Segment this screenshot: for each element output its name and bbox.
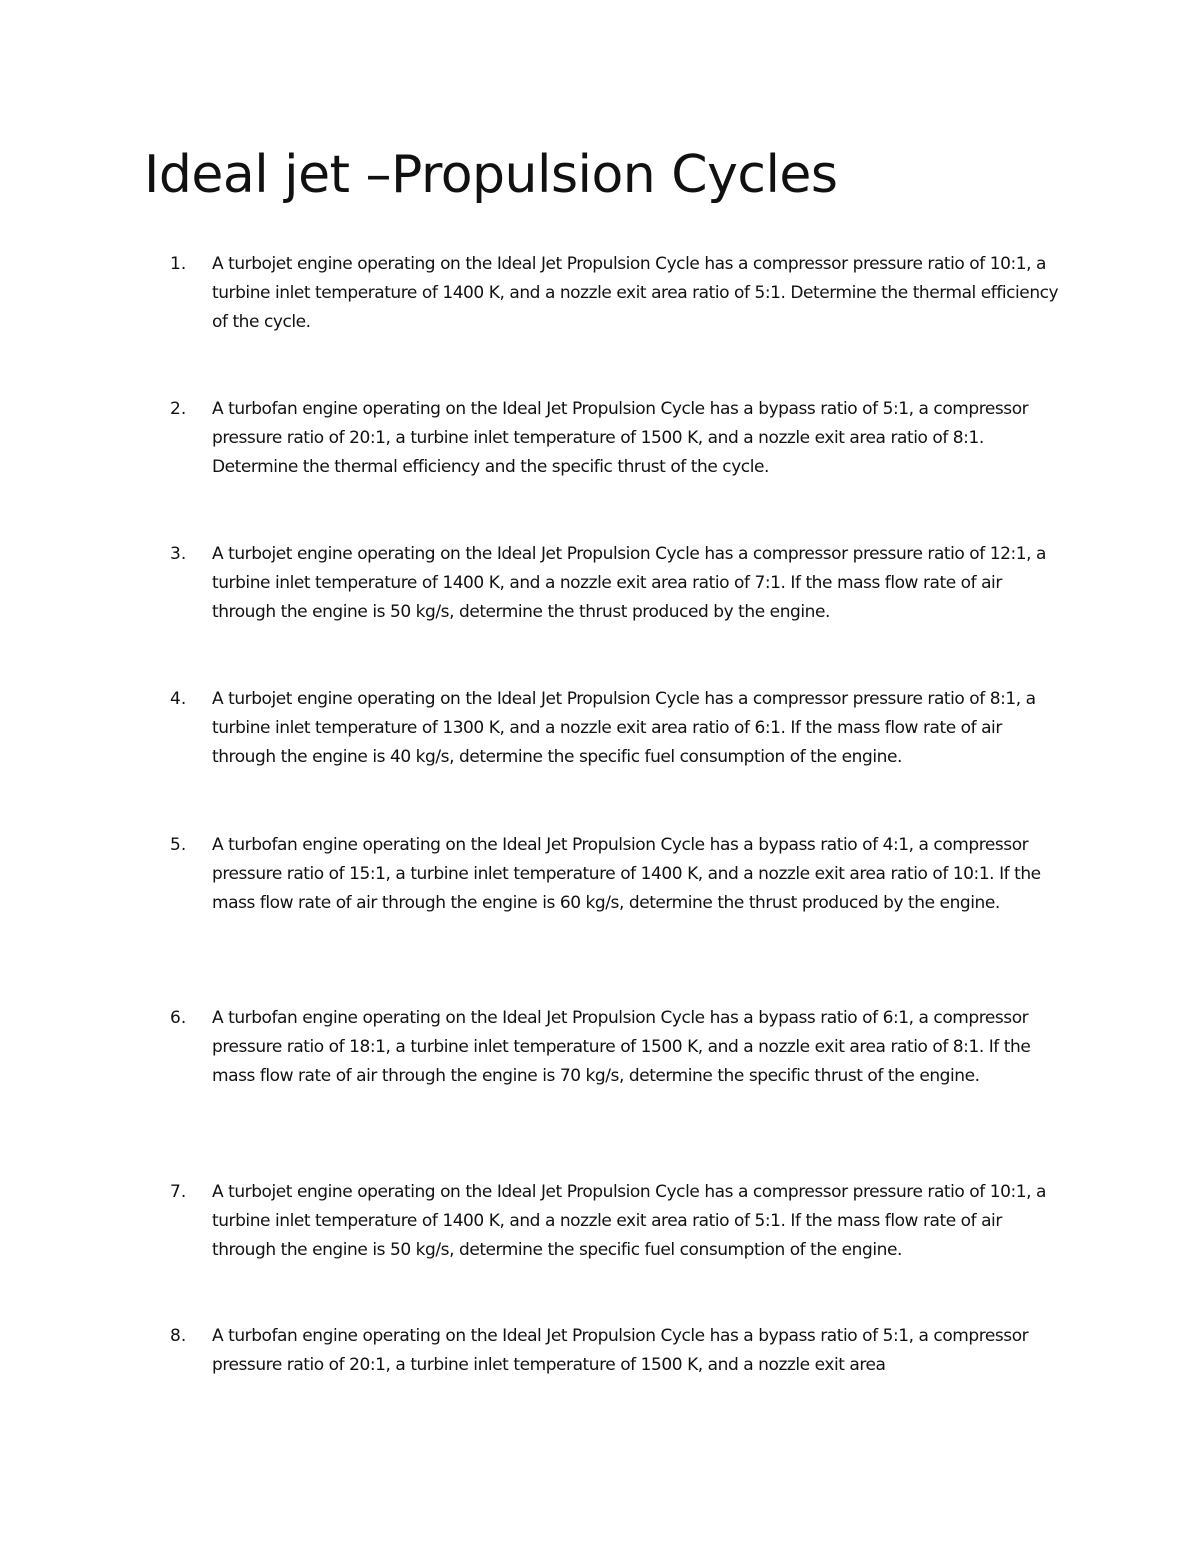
question-text: A turbojet engine operating on the Ideal Jet Propulsion Cycle has a compressor pressure ratio of 12:1, a turbine inlet temperature of 1400 K, and a nozzle exit area ratio of 7:1. If the mass flow rate of air through the engine is 50 kg/s, determine the thrust produced by the engine.	[212, 544, 1046, 622]
question-number: 2.	[170, 399, 187, 419]
question-text: A turbofan engine operating on the Ideal Jet Propulsion Cycle has a bypass ratio of 5:1, a compressor pressure ratio of 20:1, a turbine inlet temperature of 1500 K, and a nozzle exit area ratio of 8:1. Determine the thermal efficiency and the specific thrust of the cycle.	[212, 399, 1029, 477]
question-text: A turbojet engine operating on the Ideal Jet Propulsion Cycle has a compressor pressure ratio of 8:1, a turbine inlet temperature of 1300 K, and a nozzle exit area ratio of 6:1. If the mass flow rate of air through the engine is 40 kg/s, determine the specific fuel consumption of the engine.	[212, 689, 1036, 767]
question-text: A turbojet engine operating on the Ideal Jet Propulsion Cycle has a compressor pressure ratio of 10:1, a turbine inlet temperature of 1400 K, and a nozzle exit area ratio of 5:1. Determine the thermal efficiency of the cycle.	[212, 254, 1059, 332]
question-text: A turbofan engine operating on the Ideal Jet Propulsion Cycle has a bypass ratio of 5:1, a compressor pressure ratio of 20:1, a turbine inlet temperature of 1500 K, and a nozzle exit area	[212, 1326, 1029, 1375]
document-title: Ideal jet –Propulsion Cycles	[144, 145, 838, 205]
question-number: 4.	[170, 689, 187, 709]
question-number: 1.	[170, 254, 187, 274]
question-number: 7.	[170, 1182, 187, 1202]
question-number: 3.	[170, 544, 187, 564]
question-number: 5.	[170, 835, 187, 855]
question-text: A turbofan engine operating on the Ideal Jet Propulsion Cycle has a bypass ratio of 4:1, a compressor pressure ratio of 15:1, a turbine inlet temperature of 1400 K, and a nozzle exit area ratio of 10:1. If the mass flow rate of air through the engine is 60 kg/s, determine the thrust produced by the engine.	[212, 835, 1041, 913]
question-number: 8.	[170, 1326, 187, 1346]
question-number: 6.	[170, 1008, 187, 1028]
question-text: A turbofan engine operating on the Ideal Jet Propulsion Cycle has a bypass ratio of 6:1, a compressor pressure ratio of 18:1, a turbine inlet temperature of 1500 K, and a nozzle exit area ratio of 8:1. If the mass flow rate of air through the engine is 70 kg/s, determine the specific thrust of the engine.	[212, 1008, 1031, 1086]
question-text: A turbojet engine operating on the Ideal Jet Propulsion Cycle has a compressor pressure ratio of 10:1, a turbine inlet temperature of 1400 K, and a nozzle exit area ratio of 5:1. If the mass flow rate of air through the engine is 50 kg/s, determine the specific fuel consumption of the engine.	[212, 1182, 1046, 1260]
